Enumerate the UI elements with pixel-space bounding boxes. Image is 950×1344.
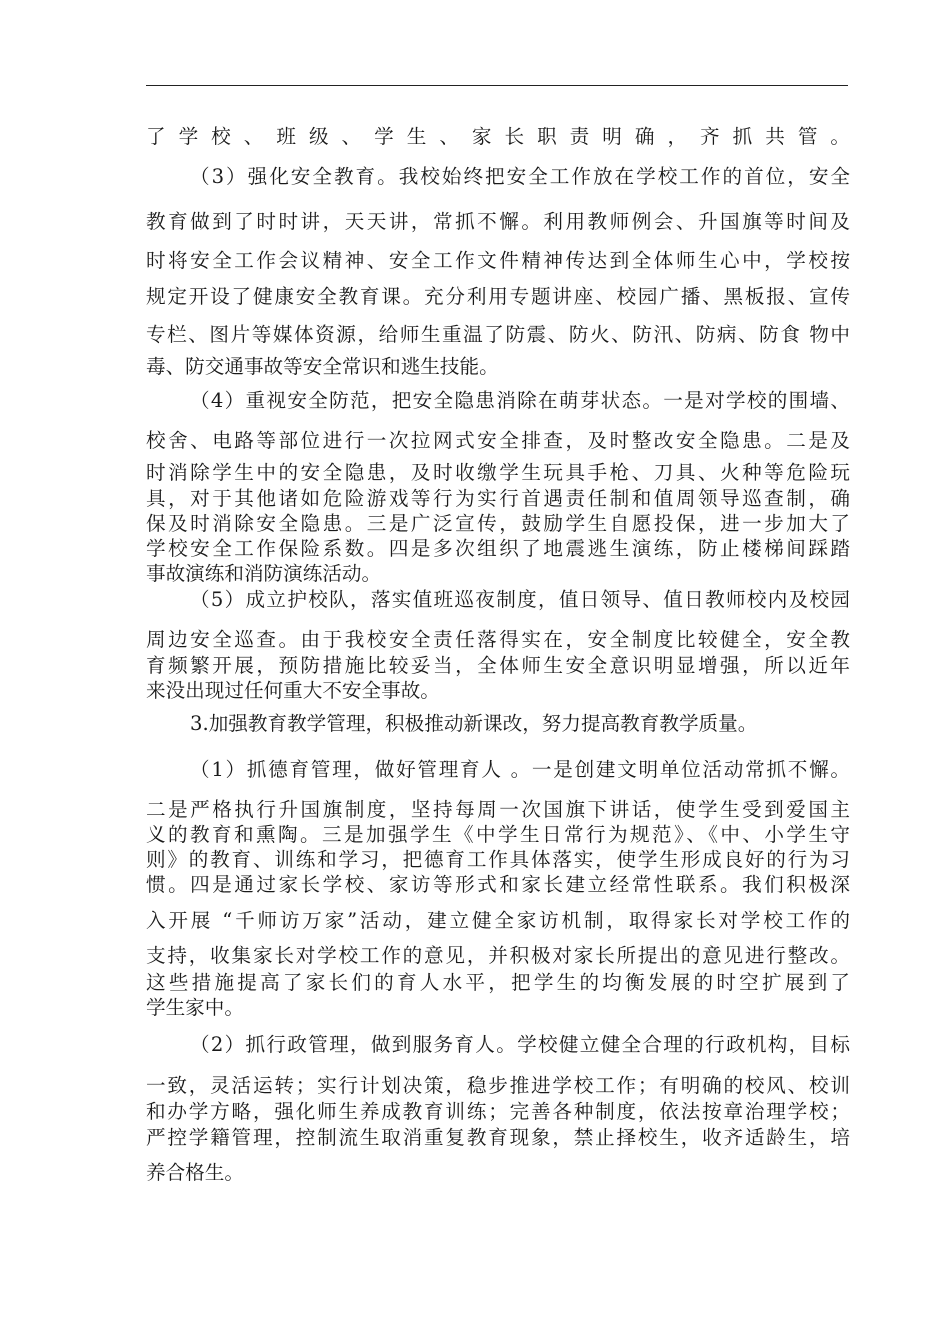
text-line: 事故演练和消防演练活动。 [146,562,382,585]
text-line: 惯。四是通过家长学校、家访等形式和家长建立经常性联系。我们积极深 [146,873,850,896]
text-line: 规定开设了健康安全教育课。充分利用专题讲座、校园广播、黑板报、宣传 [146,285,850,308]
text-line: 育频繁开展，预防措施比较妥当，全体师生安全意识明显增强，所以近年 [146,654,850,677]
text-line: 时将安全工作会议精神、安全工作文件精神传达到全体师生心中，学校按 [146,249,850,272]
text-line: 严控学籍管理，控制流生取消重复教育现象，禁止择校生，收齐适龄生，培 [146,1126,850,1149]
text-line: 则》的教育、训练和学习，把德育工作具体落实，使学生形成良好的行为习 [146,848,850,871]
text-line: 这些措施提高了家长们的育人水平，把学生的均衡发展的时空扩展到了 [146,971,850,994]
text-line: 了学校、班级、学生、家长职责明确，齐抓共管。 [146,125,850,148]
text-line: 养合格生。 [146,1161,244,1184]
text-line: 学校安全工作保险系数。四是多次组织了地震逃生演练，防止楼梯间踩踏 [146,537,850,560]
text-line: 校舍、电路等部位进行一次拉网式安全排查，及时整改安全隐患。二是及 [146,429,850,452]
text-line: （1）抓德育管理，做好管理育人 。一是创建文明单位活动常抓不懈。 [190,758,850,781]
text-line: 学生家中。 [146,996,244,1019]
text-line: （5）成立护校队，落实值班巡夜制度，值日领导、值日教师校内及校园 [190,588,850,611]
text-line: （2）抓行政管理，做到服务育人。学校健立健全合理的行政机构，目标 [190,1033,850,1056]
text-line: 具，对于其他诸如危险游戏等行为实行首遇责任制和值周领导巡查制，确 [146,487,850,510]
text-line: 教育做到了时时讲，天天讲，常抓不懈。利用教师例会、升国旗等时间及 [146,210,850,233]
section-heading: 3.加强教育教学管理，积极推动新课改，努力提高教育教学质量。 [190,712,758,735]
text-line: 周边安全巡查。由于我校安全责任落得实在，安全制度比较健全，安全教 [146,628,850,651]
text-line: 二是严格执行升国旗制度，坚持每周一次国旗下讲话，使学生受到爱国主 [146,798,850,821]
text-line: （4）重视安全防范，把安全隐患消除在萌芽状态。一是对学校的围墙、 [190,389,850,412]
text-line: 来没出现过任何重大不安全事故。 [146,679,440,702]
text-line: （3）强化安全教育。我校始终把安全工作放在学校工作的首位，安全 [190,165,850,188]
text-line: 毒、防交通事故等安全常识和逃生技能。 [146,355,499,378]
text-line: 支持，收集家长对学校工作的意见，并积极对家长所提出的意见进行整改。 [146,944,850,967]
text-line: 时消除学生中的安全隐患，及时收缴学生玩具手枪、刀具、火种等危险玩 [146,461,850,484]
text-line: 保及时消除安全隐患。三是广泛宣传，鼓励学生自愿投保，进一步加大了 [146,512,850,535]
text-line: 入开展 “千师访万家”活动，建立健全家访机制，取得家长对学校工作的 [146,909,850,932]
text-line: 专栏、图片等媒体资源，给师生重温了防震、防火、防汛、防病、防食 物中 [146,323,850,346]
text-line: 和办学方略，强化师生养成教育训练；完善各种制度，依法按章治理学校； [146,1100,850,1123]
text-line: 义的教育和熏陶。三是加强学生《中学生日常行为规范》、《中、小学生守 [146,823,850,846]
header-rule [146,85,848,86]
text-line: 一致，灵活运转；实行计划决策，稳步推进学校工作；有明确的校风、校训 [146,1074,850,1097]
